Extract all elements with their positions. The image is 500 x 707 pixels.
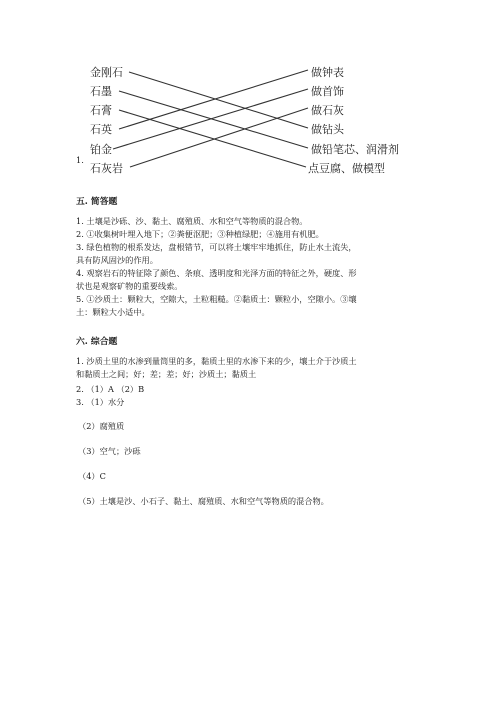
section5-line-4: 具有防风固沙的作用。 [76, 255, 158, 265]
section6-line-1: 1. 沙质土里的水渗到量筒里的多，黏质土里的水渗下来的少，壤土介于沙质土 [76, 356, 357, 366]
matching-lines [0, 0, 500, 190]
right-item-3: 做石灰 [311, 104, 344, 117]
section6-line-6: （3）空气；沙砾 [78, 446, 141, 456]
right-item-2: 做首饰 [311, 85, 344, 98]
section5-line-2: 2. ①收集树叶埋入地下；②粪便沤肥；③种植绿肥；④施用有机肥。 [76, 229, 324, 239]
right-item-1: 做钟表 [311, 66, 344, 79]
left-item-2: 石墨 [90, 85, 112, 98]
section6-line-3: 2. （1）A （2）B [76, 384, 145, 394]
left-item-5: 铂金 [90, 143, 112, 156]
right-item-4: 做钻头 [311, 123, 344, 136]
match-line-1 [129, 72, 308, 128]
section6-title: 六. 综合题 [76, 337, 118, 347]
section5-line-7: 5. ①沙质土：颗粒大，空隙大，土粒粗糙。②黏质土：颗粒小，空隙小。③壤 [76, 294, 357, 304]
section6-line-8: （5）土壤是沙、小石子、黏土、腐殖质、水和空气等物质的混合物。 [78, 496, 329, 506]
left-item-1: 金刚石 [90, 66, 123, 79]
section6-line-2: 和黏质土之间；好；差；差；好；沙质土；黏质土 [76, 369, 257, 379]
right-item-5: 做铅笔芯、润滑剂 [311, 143, 399, 156]
left-item-4: 石英 [90, 123, 112, 136]
question-number: 1. [76, 155, 84, 165]
section5-line-1: 1. 土壤是沙砾、沙、黏土、腐殖质、水和空气等物质的混合物。 [76, 216, 308, 226]
section5-line-3: 3. 绿色植物的根系发达，盘根错节，可以将土壤牢牢地抓住，防止水土流失， [76, 242, 357, 252]
section5-title: 五. 简答题 [76, 197, 118, 207]
left-item-3: 石膏 [90, 104, 112, 117]
section6-line-5: （2）腐殖质 [78, 421, 125, 431]
section5-line-8: 土：颗粒大小适中。 [76, 307, 150, 317]
section5-line-6: 状也是观察矿物的重要线索。 [76, 281, 183, 291]
section6-line-7: （4）C [78, 471, 106, 481]
right-item-6: 点豆腐、做模型 [308, 162, 385, 175]
left-item-6: 石灰岩 [90, 162, 123, 175]
section5-line-5: 4. 观察岩石的特征除了颜色、条痕、透明度和光泽方面的特征之外，硬度、形 [76, 268, 357, 278]
section6-line-4: 3. （1）水分 [76, 397, 125, 407]
